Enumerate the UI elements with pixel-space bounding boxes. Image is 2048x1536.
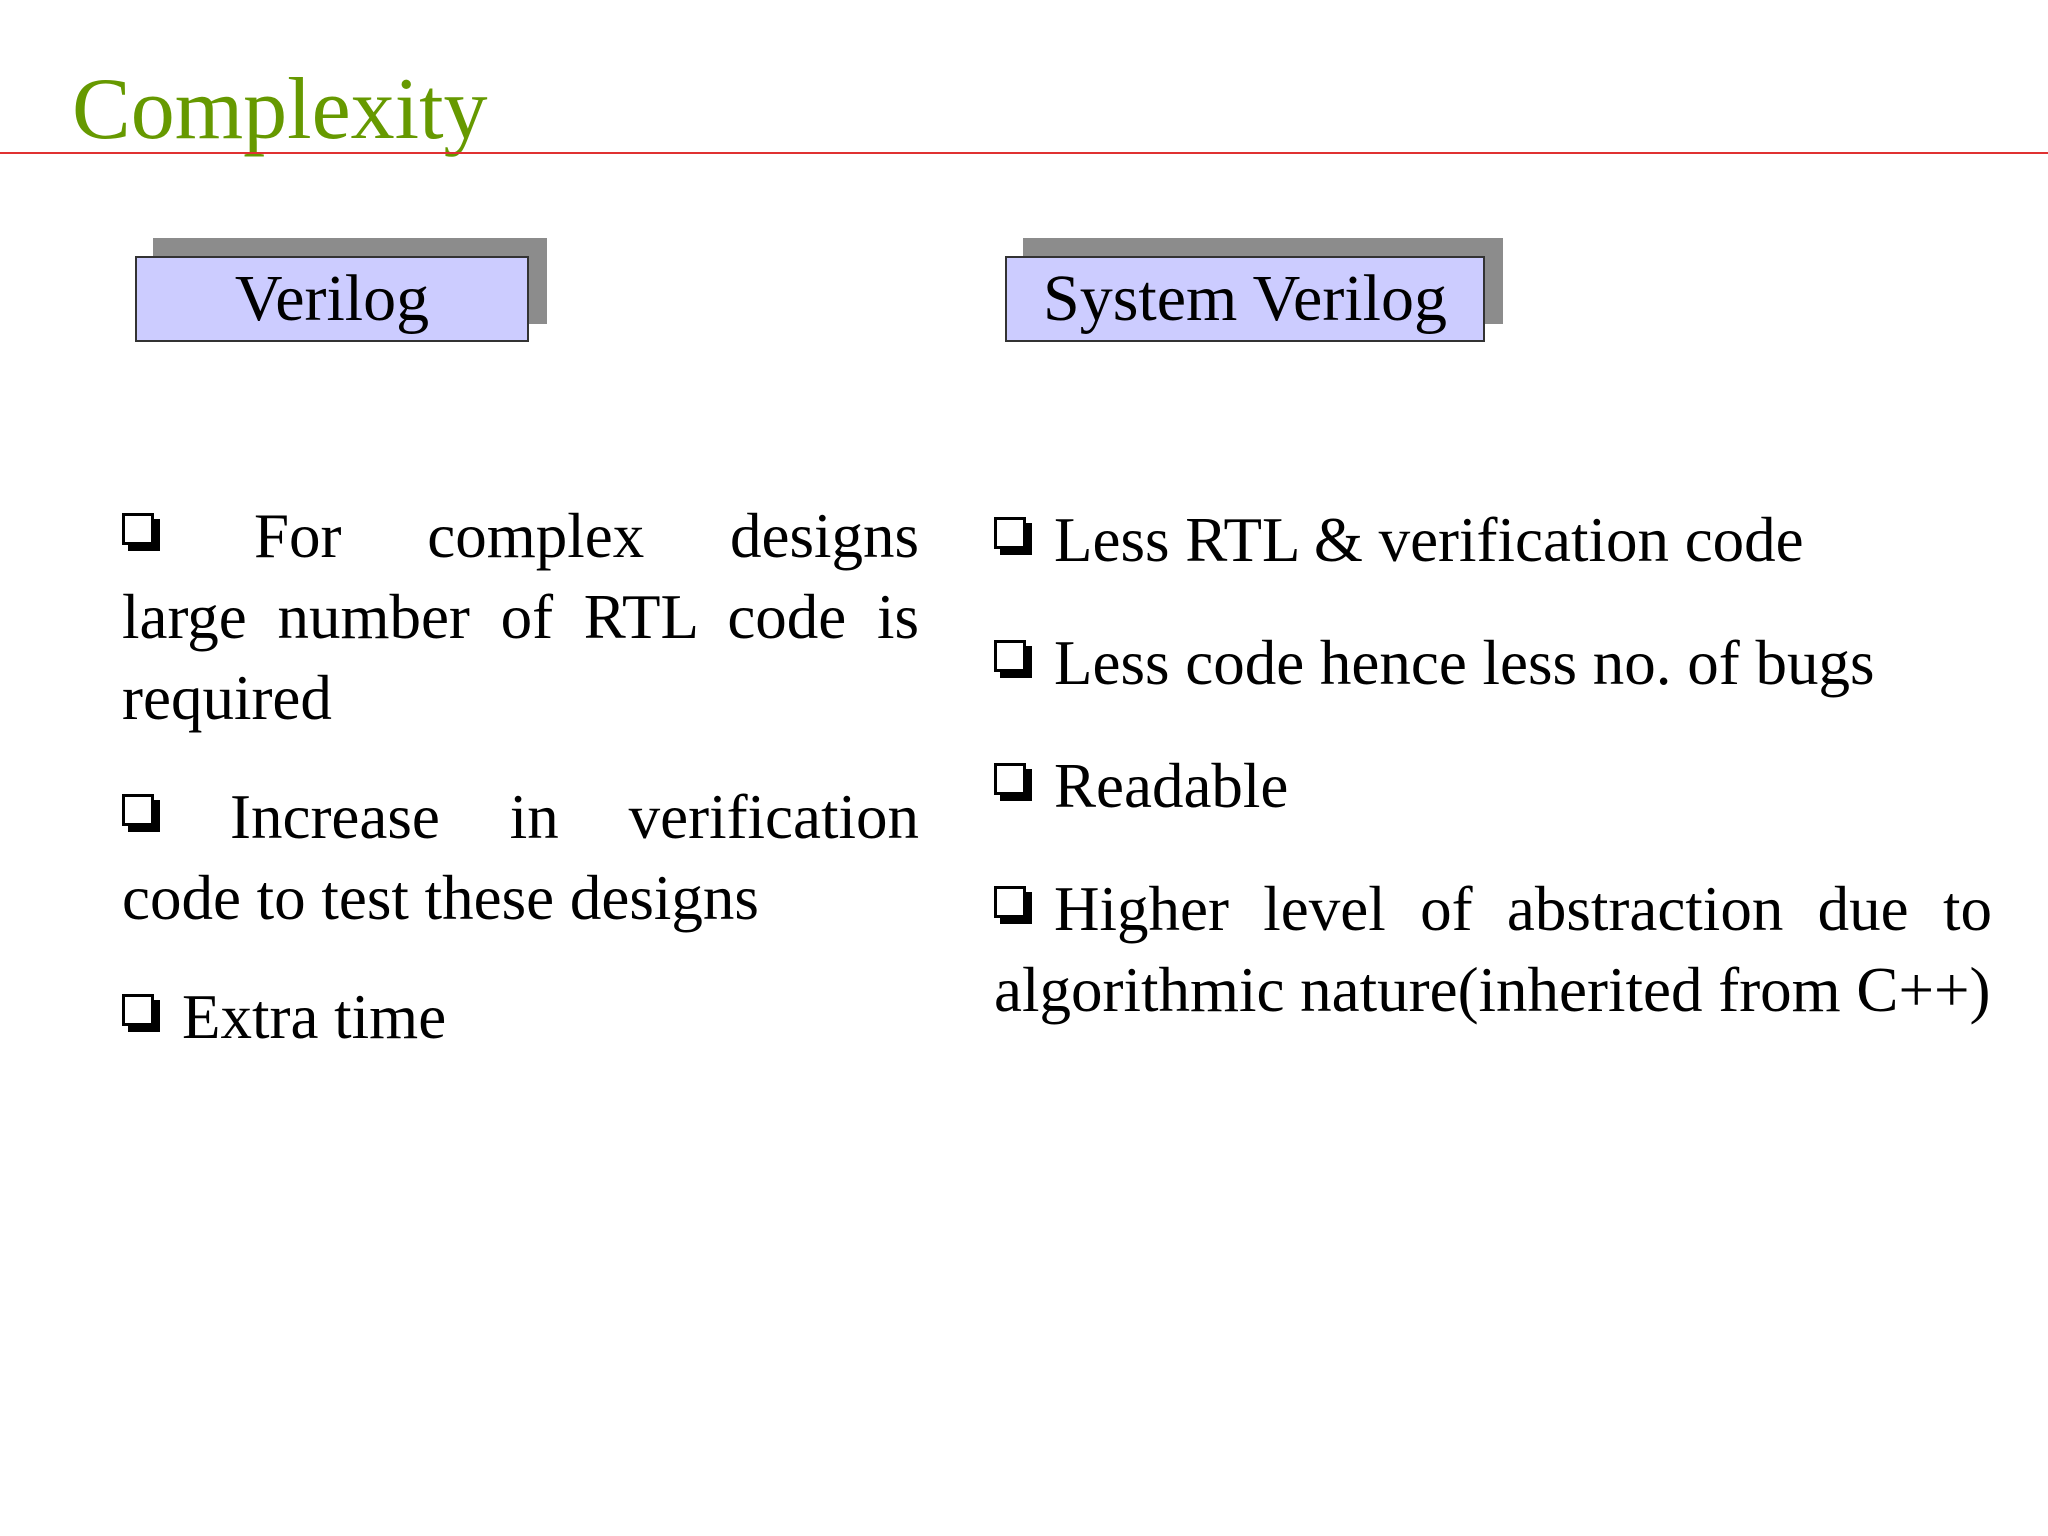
checkbox-bullet-icon: [994, 640, 1032, 678]
checkbox-bullet-icon: [122, 794, 160, 832]
systemverilog-points-list: [994, 500, 1992, 1031]
bullet-text: For complex designs large number of RTL code is required: [122, 501, 919, 733]
bullet-text: Less RTL & verification code: [1054, 505, 1804, 575]
checkbox-bullet-icon: [122, 513, 160, 551]
list-item: [994, 623, 1992, 704]
list-item: [122, 496, 919, 739]
verilog-points-list: [122, 496, 919, 1058]
list-item: [994, 500, 1992, 581]
checkbox-bullet-icon: [994, 517, 1032, 555]
systemverilog-header-box: [1005, 256, 1485, 342]
list-item: [122, 977, 919, 1058]
verilog-header-label: Verilog: [135, 256, 529, 342]
list-item: [994, 746, 1992, 827]
bullet-text: Extra time: [182, 982, 447, 1052]
checkbox-bullet-icon: [994, 763, 1032, 801]
checkbox-bullet-icon: [994, 886, 1032, 924]
list-item: [122, 777, 919, 939]
bullet-text: Higher level of abstraction due to algorithmic nature(inherited from C++): [994, 874, 1992, 1025]
systemverilog-header-label: System Verilog: [1005, 256, 1485, 342]
bullet-text: Less code hence less no. of bugs: [1054, 628, 1875, 698]
bullet-text: Readable: [1054, 751, 1289, 821]
bullet-text: Increase in verification code to test these designs: [122, 782, 919, 933]
list-item: [994, 869, 1992, 1031]
title-divider: [0, 152, 2048, 154]
checkbox-bullet-icon: [122, 994, 160, 1032]
slide-title: Complexity: [72, 61, 488, 158]
verilog-header-box: [135, 256, 529, 342]
